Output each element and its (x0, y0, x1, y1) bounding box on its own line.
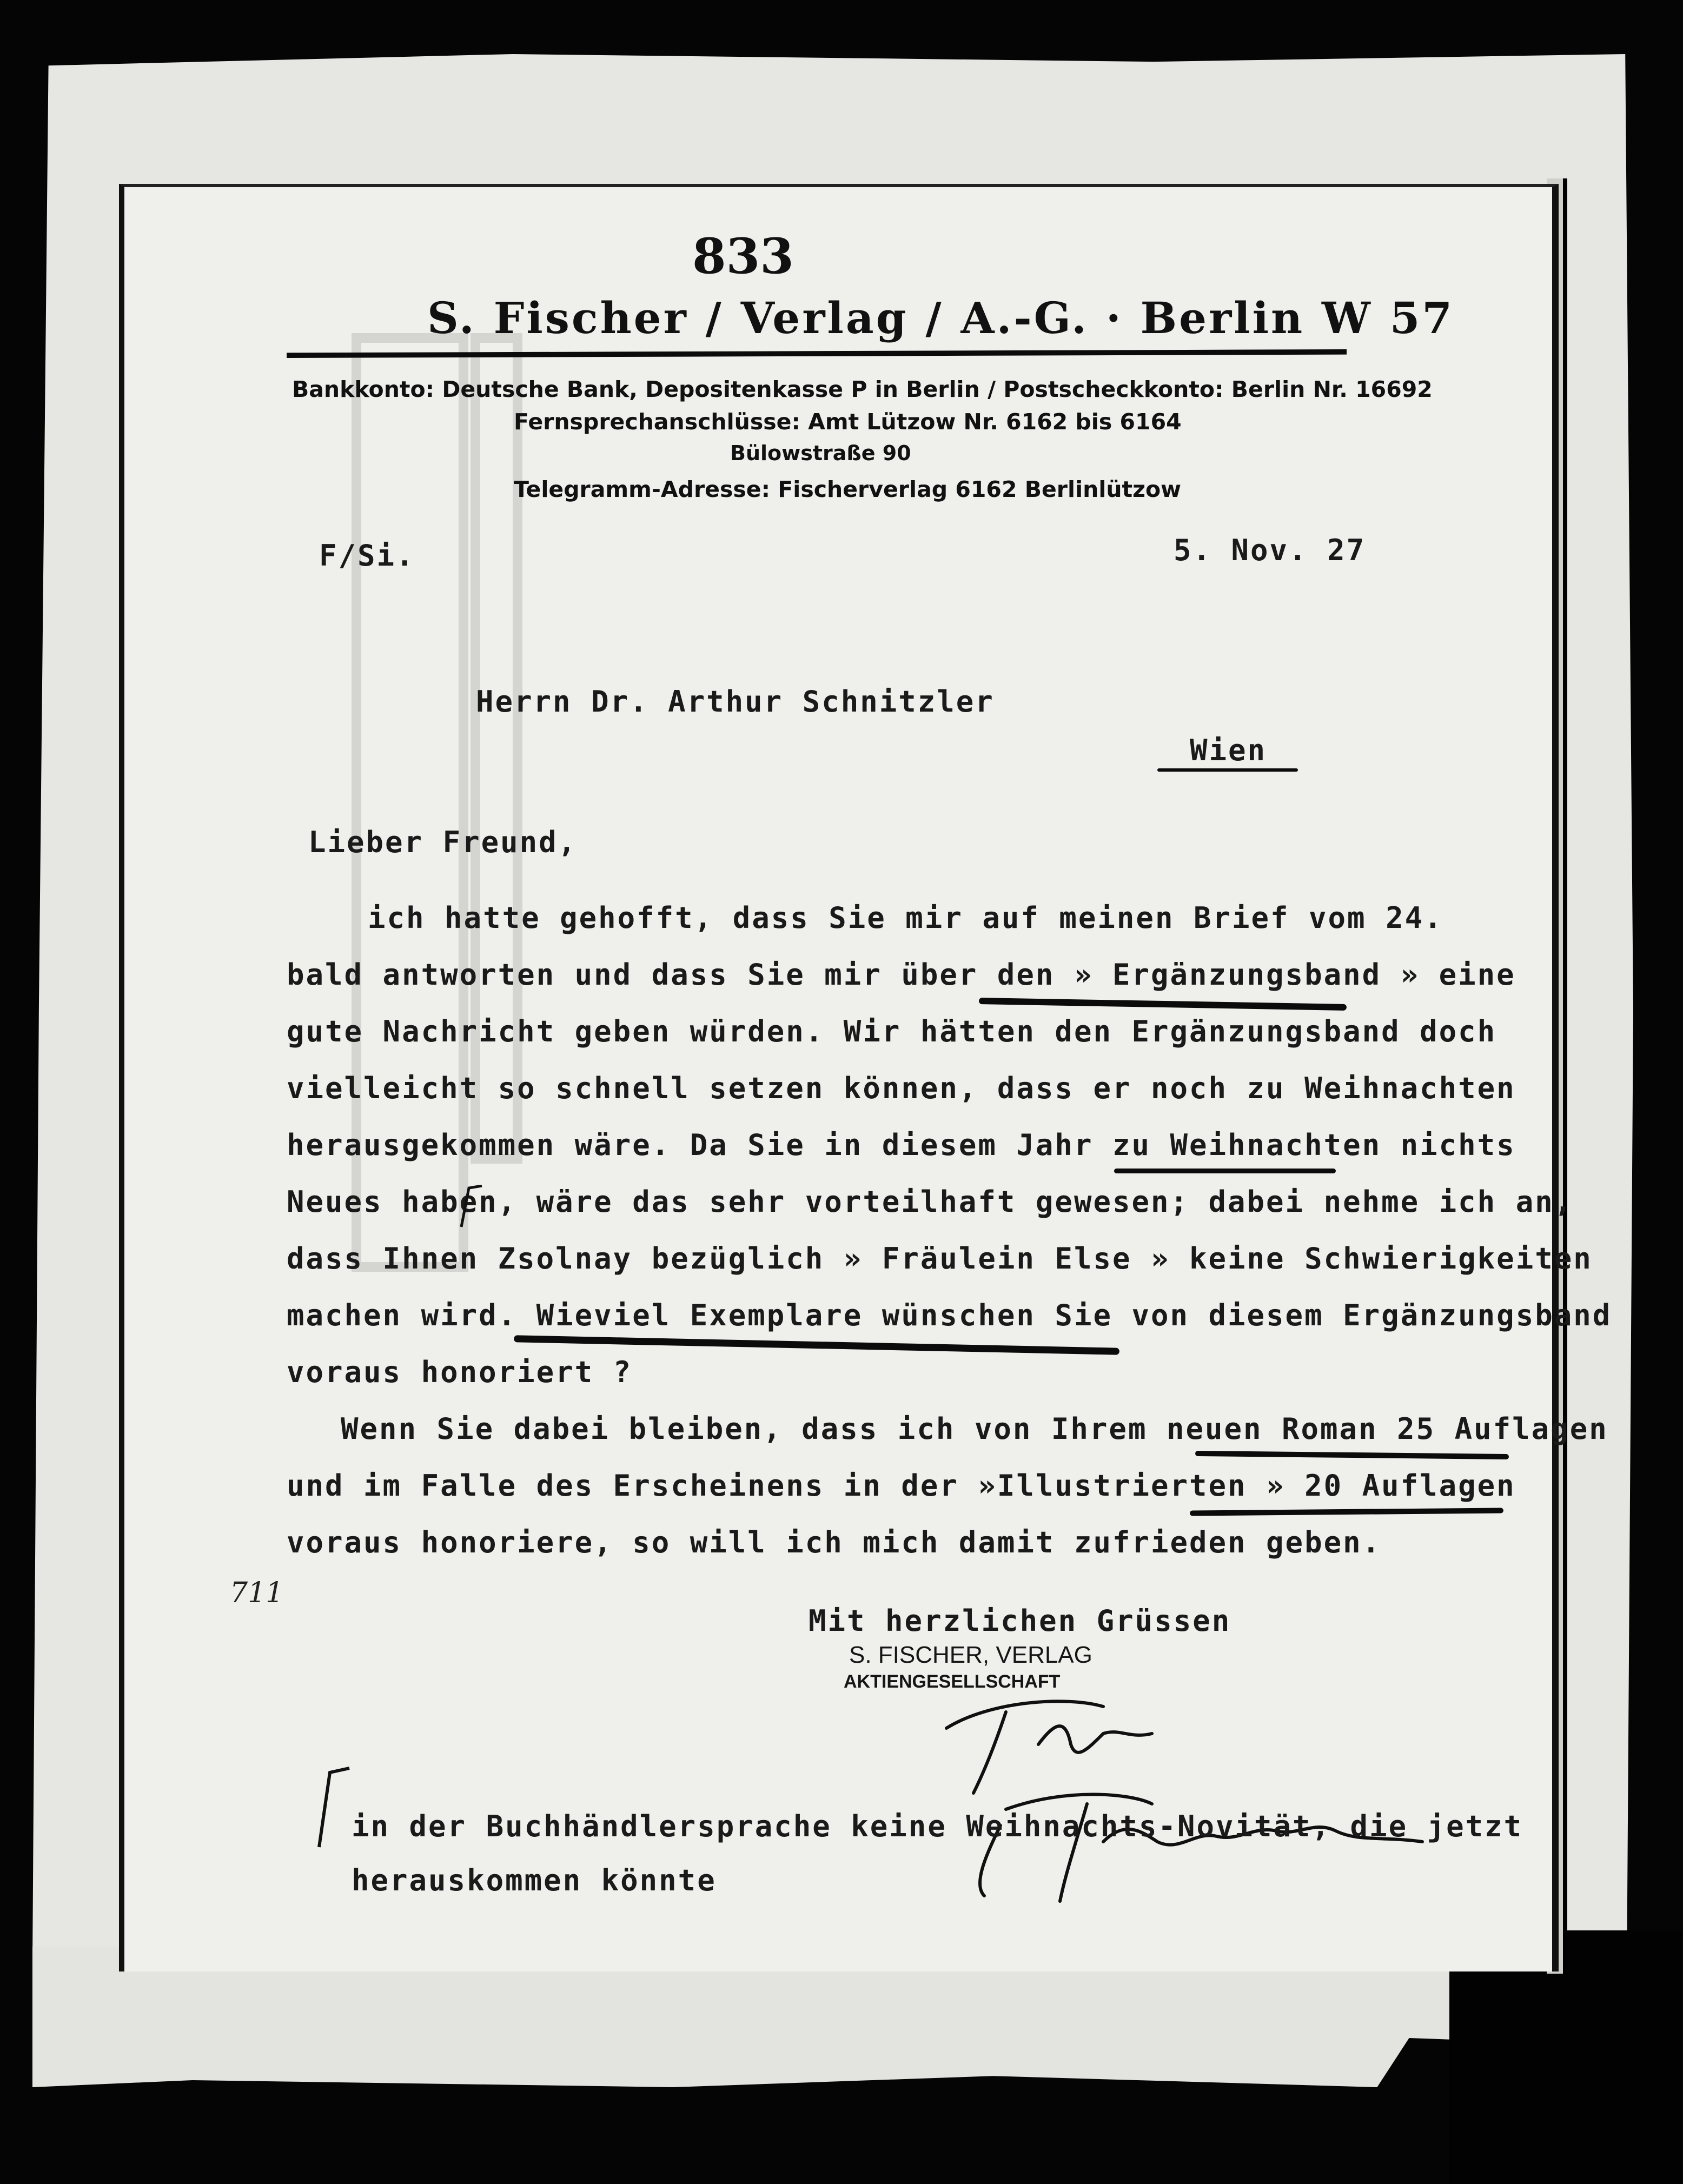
reference-code: F/Si. (319, 539, 415, 573)
city-underline (1157, 768, 1298, 772)
publisher-stamp-line2: AKTIENGESELLSCHAFT (844, 1671, 1061, 1692)
pencil-underline-weihnachten (1114, 1169, 1336, 1173)
pencil-underline-ergaenzungsband (979, 998, 1347, 1011)
telegram-line: Telegramm-Adresse: Fischerverlag 6162 Berlinlützow (514, 476, 1182, 502)
publisher-stamp-line1: S. FISCHER, VERLAG (849, 1642, 1092, 1668)
body-line: machen wird. Wieviel Exemplare wünschen Sie von diesem Ergänzungsband (287, 1298, 1612, 1332)
body-line: voraus honoriert ? (287, 1355, 633, 1389)
body-line: voraus honoriere, so will ich mich damit zufrieden geben. (287, 1525, 1382, 1559)
pencil-underline-wieviel-exemplare (514, 1335, 1119, 1355)
body-line: Wenn Sie dabei bleiben, dass ich von Ihrem neuen Roman 25 Auflagen (341, 1412, 1608, 1446)
body-line: ich hatte gehofft, dass Sie mir auf meinen Brief vom 24. (368, 901, 1443, 935)
bank-line: Bankkonto: Deutsche Bank, Depositenkasse P in Berlin / Postscheckkonto: Berlin Nr. 16692 (292, 376, 1433, 402)
pencil-underline-roman-auflagen (1195, 1451, 1509, 1459)
publisher-letterhead: S. Fischer / Verlag / A.-G. · Berlin W 57 (427, 293, 1455, 343)
body-line: gute Nachricht geben würden. Wir hätten den Ergänzungsband doch (287, 1014, 1497, 1048)
body-line: herausgekommen wäre. Da Sie in diesem Jahr zu Weihnachten nichts (287, 1128, 1516, 1162)
archive-number: 833 (692, 228, 794, 285)
footnote-marker (457, 1185, 484, 1228)
recipient-city: Wien (1190, 733, 1267, 767)
body-line: vielleicht so schnell setzen können, dass er noch zu Weihnachten (287, 1071, 1516, 1105)
letter-page (119, 184, 1612, 1971)
recipient-name: Herrn Dr. Arthur Schnitzler (476, 685, 995, 719)
margin-note: 711 (230, 1577, 284, 1609)
phone-line: Fernsprechanschlüsse: Amt Lützow Nr. 6162 bis 6164 (514, 409, 1182, 435)
pencil-underline-illustrierten-auflagen (1190, 1508, 1503, 1516)
body-line: und im Falle des Erscheinens in der »Illustrierten » 20 Auflagen (287, 1469, 1516, 1503)
footnote-line: in der Buchhändlersprache keine Weihnachts-Novität, die jetzt (352, 1809, 1523, 1843)
body-line: bald antworten und dass Sie mir über den » Ergänzungsband » eine (287, 958, 1516, 992)
street-line: Bülowstraße 90 (730, 441, 911, 465)
letter-date: 5. Nov. 27 (1174, 533, 1366, 567)
body-line: Neues haben, wäre das sehr vorteilhaft gewesen; dabei nehme ich an, (287, 1185, 1574, 1219)
footnote-line: herauskommen könnte (352, 1863, 717, 1897)
body-line: dass Ihnen Zsolnay bezüglich » Fräulein Else » keine Schwierigkeiten (287, 1242, 1593, 1276)
handwritten-signature (925, 1680, 1466, 1907)
salutation: Lieber Freund, (308, 825, 578, 859)
closing: Mit herzlichen Grüssen (809, 1604, 1231, 1638)
footnote-marker-bottom (314, 1766, 352, 1853)
